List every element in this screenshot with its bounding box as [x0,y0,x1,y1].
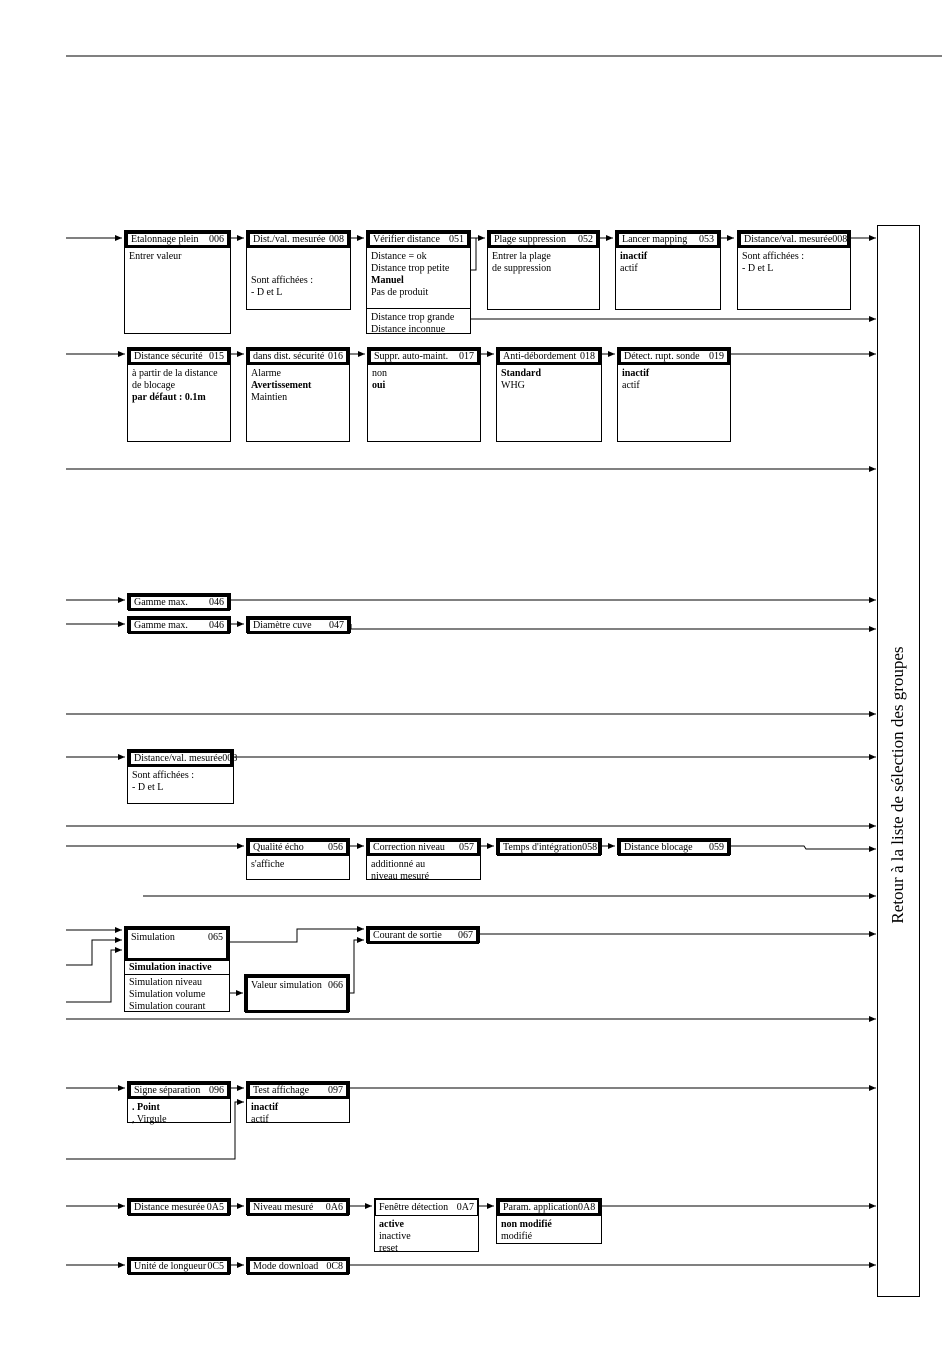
box-header[interactable] [128,1082,230,1099]
box-0A8[interactable] [496,1198,602,1244]
box-code: 017 [459,351,474,362]
option-item[interactable]: Entrer la plage [492,251,551,262]
option-item[interactable]: inactif [620,251,648,262]
box-title: Gamme max. [134,597,188,608]
option-list [622,368,728,392]
box-057[interactable] [366,838,481,880]
box-code: 006 [209,234,224,245]
box-header[interactable] [367,231,470,248]
arrow-into-065b [66,940,122,965]
box-header[interactable] [128,594,230,611]
option-item[interactable]: active [379,1219,404,1230]
box-097[interactable] [246,1081,350,1123]
option-item[interactable]: reset [379,1243,398,1254]
box-code: 0C5 [207,1261,224,1272]
arrow-065-067 [230,929,364,942]
box-code: 016 [328,351,343,362]
box-title: Correction niveau [373,842,445,853]
box-header[interactable] [245,975,349,1013]
option-list [372,368,478,392]
box-title: Distance sécurité [134,351,203,362]
box-code: 0A5 [206,1202,224,1213]
box-code: 0A8 [577,1202,596,1213]
option-item[interactable]: Maintien [251,392,288,403]
option-item[interactable]: . Point [132,1102,160,1113]
option-item[interactable]: à partir de la distance [132,368,218,379]
option-list [371,859,478,883]
box-header[interactable] [247,231,350,248]
option-list [129,962,227,974]
option-list [132,368,228,404]
box-header[interactable] [128,750,238,767]
box-title: Simulation [131,932,175,943]
box-066[interactable] [244,974,350,1012]
box-title: Distance/val. mesurée [134,753,223,764]
box-code: 0A7 [456,1202,474,1213]
option-list [132,770,231,794]
box-header[interactable] [247,1082,349,1099]
box-header[interactable] [247,348,349,365]
line-051-ok [471,238,476,270]
option-item[interactable]: Distance trop grande [371,312,455,323]
box-header[interactable] [618,839,730,856]
box-046-b[interactable] [127,616,231,633]
option-list [501,1219,599,1243]
option-item[interactable]: oui [372,380,386,391]
option-list [379,1219,476,1255]
option-item[interactable]: WHG [501,380,525,391]
box-047[interactable] [246,616,351,633]
box-code: 0A6 [325,1202,343,1213]
box-header[interactable] [368,348,480,365]
box-015[interactable] [127,347,231,442]
option-item[interactable]: Manuel [371,275,404,286]
box-067[interactable] [366,926,480,943]
box-header[interactable] [247,839,349,856]
option-item[interactable]: - D et L [251,287,283,298]
option-item[interactable]: de suppression [492,263,552,274]
box-016[interactable] [246,347,350,442]
box-code: 008 [329,234,344,245]
box-0A7[interactable] [374,1198,479,1252]
box-code: 067 [458,930,473,941]
box-0C8[interactable] [246,1257,350,1274]
box-title: Fenêtre détection [379,1202,449,1213]
box-header[interactable] [128,348,230,365]
box-title: Plage suppression [494,234,566,245]
option-list [251,275,348,299]
box-008-c[interactable] [127,749,238,804]
box-header[interactable] [488,231,599,248]
box-code: 008 [222,753,238,764]
option-list [492,251,597,275]
option-item[interactable]: actif [622,380,640,391]
box-header[interactable] [125,231,230,248]
box-header[interactable] [128,617,230,634]
box-046-a[interactable] [127,593,231,610]
box-code: 057 [459,842,474,853]
box-header[interactable] [497,348,601,365]
option-item[interactable]: niveau mesuré [371,871,430,882]
option-list [251,368,347,404]
box-code: 046 [209,597,224,608]
box-title: Distance/val. mesurée [744,234,833,245]
option-item[interactable]: non [372,368,387,379]
option-list [371,251,468,299]
option-item[interactable]: inactive [379,1231,411,1242]
option-list [742,251,848,275]
box-title: Qualité écho [253,842,304,853]
box-0C5[interactable] [127,1257,231,1274]
box-title: Mode download [253,1261,319,1272]
option-item[interactable]: , Virgule [132,1114,167,1125]
box-title: Etalonnage plein [131,234,199,245]
box-title: Lancer mapping [622,234,688,245]
box-code: 008 [832,234,848,245]
box-code: 056 [328,842,343,853]
option-item[interactable]: modifié [501,1231,533,1242]
box-header[interactable] [247,1258,349,1275]
box-title: Distance mesurée [134,1202,205,1213]
box-008-dist[interactable] [246,230,351,310]
box-title: Valeur simulation [251,980,322,991]
box-header[interactable] [247,617,350,634]
arrow-059-return [731,846,876,849]
box-header[interactable] [125,927,229,961]
option-list [501,368,599,392]
option-item[interactable]: Simulation niveau [129,977,203,988]
return-label: Retour à la liste de sélection des groupes [888,646,907,924]
box-056[interactable] [246,838,350,880]
option-item[interactable]: Simulation courant [129,1001,206,1012]
option-item[interactable]: - D et L [132,782,164,793]
option-item[interactable]: - D et L [742,263,774,274]
box-title: dans dist. sécurité [253,351,325,362]
box-code: 047 [329,620,344,631]
box-code: 058 [582,842,598,853]
box-code: 046 [209,620,224,631]
box-header[interactable] [367,927,479,944]
box-title: Dist./val. mesurée [253,234,326,245]
box-title: Anti-débordement [503,351,577,362]
box-0A5[interactable] [127,1198,231,1215]
option-item[interactable]: Standard [501,368,542,379]
option-item[interactable]: Simulation inactive [129,962,212,973]
option-list [132,1102,228,1126]
arrow-into-065c [66,950,122,1002]
option-item[interactable]: Sont affichées : [251,275,314,286]
option-list [129,251,228,263]
box-code: 018 [580,351,595,362]
option-item[interactable]: Entrer valeur [129,251,182,262]
box-006[interactable] [124,230,231,334]
box-059[interactable] [617,838,731,855]
box-code: 065 [208,932,223,943]
box-065[interactable] [124,926,230,1012]
box-code: 019 [709,351,724,362]
box-096[interactable] [127,1081,231,1123]
box-053[interactable] [615,230,721,310]
box-019[interactable] [617,347,731,442]
box-018[interactable] [496,347,602,442]
box-017[interactable] [367,347,481,442]
option-item[interactable]: actif [620,263,638,274]
box-divider [367,308,470,309]
box-058[interactable] [496,838,602,855]
box-header[interactable] [247,1199,349,1216]
option-item[interactable]: Alarme [251,368,281,379]
box-code: 052 [578,234,593,245]
option-item[interactable]: Pas de produit [371,287,429,298]
option-item[interactable]: inactif [622,368,650,379]
box-code: 053 [699,234,714,245]
box-008-distance[interactable] [737,230,851,310]
option-item[interactable]: s'affiche [251,859,285,870]
option-item[interactable]: Sont affichées : [742,251,805,262]
box-header[interactable] [128,1199,230,1216]
option-list [129,977,227,1013]
option-item[interactable]: Sont affichées : [132,770,195,781]
box-code: 097 [328,1085,343,1096]
option-item[interactable]: par défaut : 0.1m [132,392,206,403]
box-header[interactable] [738,231,850,248]
box-title: Param. application [503,1202,578,1213]
box-header[interactable] [618,348,730,365]
box-code: 059 [709,842,724,853]
box-divider [125,974,229,975]
option-item[interactable]: non modifié [501,1219,552,1230]
box-header[interactable] [616,231,720,248]
box-code: 015 [209,351,224,362]
box-title: Détect. rupt. sonde [624,351,700,362]
box-header[interactable] [497,839,601,856]
option-list [251,859,347,871]
box-title: Niveau mesuré [253,1202,314,1213]
arrow-066-067 [350,940,364,993]
option-list [371,312,468,336]
option-list [620,251,718,275]
box-title: Temps d'intégration [503,842,583,853]
option-item[interactable]: inactif [251,1102,279,1113]
box-code: 066 [328,980,343,991]
box-title: Unité de longueur [134,1261,207,1272]
box-header[interactable] [367,839,480,856]
option-item[interactable]: actif [251,1114,269,1125]
box-051[interactable] [366,230,471,334]
arrow-047-return [351,624,876,629]
option-list [251,1102,347,1126]
box-code: 096 [209,1085,224,1096]
box-code: 051 [449,234,464,245]
box-title: Test affichage [253,1085,310,1096]
box-title: Diamètre cuve [253,620,312,631]
box-header[interactable] [375,1199,478,1216]
option-item[interactable]: Avertissement [251,380,312,391]
option-item[interactable]: de blocage [132,380,176,391]
box-code: 0C8 [326,1261,343,1272]
option-item[interactable]: additionné au [371,859,426,870]
box-0A6[interactable] [246,1198,350,1215]
option-item[interactable]: Simulation volume [129,989,206,1000]
box-header[interactable] [128,1258,230,1275]
box-title: Signe séparation [134,1085,201,1096]
box-title: Gamme max. [134,620,188,631]
option-item[interactable]: Distance = ok [371,251,427,262]
box-title: Courant de sortie [373,930,442,941]
box-title: Distance blocage [624,842,693,853]
box-title: Suppr. auto-maint. [374,351,449,362]
box-052[interactable] [487,230,600,310]
box-title: Vérifier distance [373,234,440,245]
box-header[interactable] [497,1199,601,1216]
option-item[interactable]: Distance inconnue [371,324,446,335]
option-item[interactable]: Distance trop petite [371,263,450,274]
